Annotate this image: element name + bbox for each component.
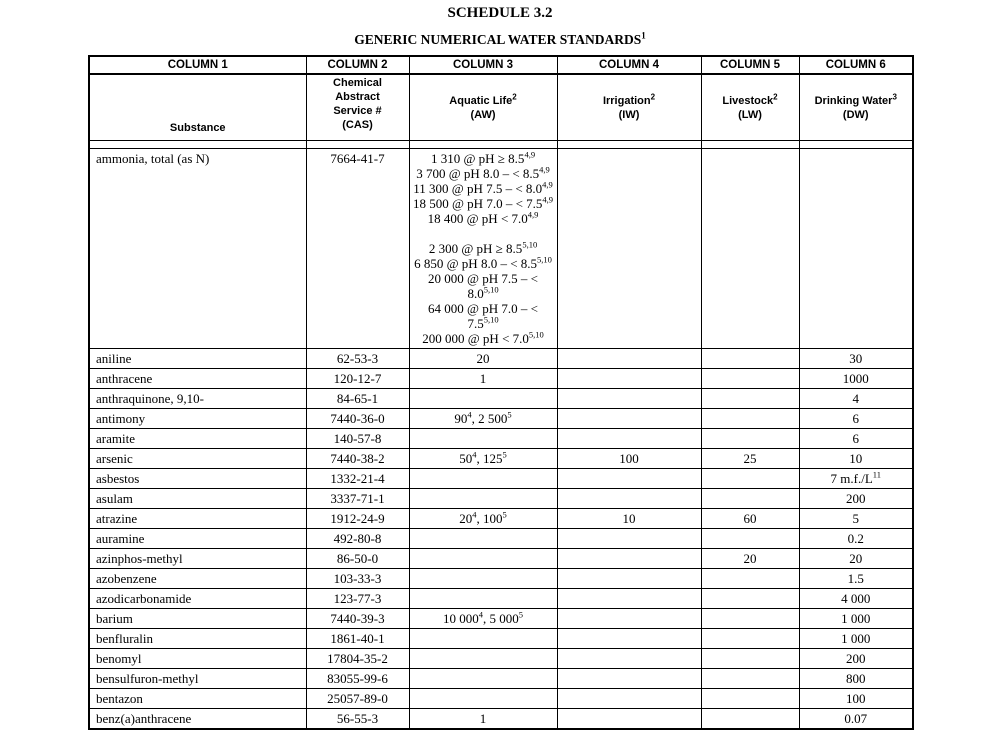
cell-aw	[409, 489, 557, 509]
cell-lw	[701, 669, 799, 689]
cell-cas: 7440-38-2	[306, 449, 409, 469]
cell-iw	[557, 689, 701, 709]
cell-substance: anthraquinone, 9,10-	[89, 389, 306, 409]
cell-lw: 60	[701, 509, 799, 529]
column-header-6: COLUMN 6	[799, 56, 913, 74]
cell-dw: 5	[799, 509, 913, 529]
substance-column-header: Substance	[89, 74, 306, 141]
standards-table	[88, 55, 914, 730]
cell-aw: 1 310 @ pH ≥ $8.5^{4,9}$ 3 700 @ pH 8.0 – < $8.5^{4,9}$ 11 300 @ pH 7.5 – < $8.0^{4,9}$ 18 500 @ pH 7.0 – < $7.5^{4,9}$ 18 400 @ pH < $7.0^{4,9}$ 2 300 @ pH ≥ $8.5^{5,10}$ 6 850 @ pH 8.0 – < $8.5^{5,10}$ 20 000 @ pH 7.5 – < $8.0^{5,10}$ 64 000 @ pH 7.0 – < $7.5^{5,10}$ 200 000 @ pH < $7.0^{5,10}$	[409, 149, 557, 349]
cell-dw: 200	[799, 649, 913, 669]
header-spacer-row	[89, 141, 913, 149]
cell-substance: bensulfuron-methyl	[89, 669, 306, 689]
table-row	[89, 529, 913, 549]
cell-aw: 10 $000^4$, 5 $000^5$	[409, 609, 557, 629]
cell-lw	[701, 389, 799, 409]
cell-dw: 800	[799, 669, 913, 689]
cell-substance: anthracene	[89, 369, 306, 389]
cell-iw	[557, 469, 701, 489]
table-row	[89, 149, 913, 349]
cell-dw: 0.2	[799, 529, 913, 549]
cell-cas: 1912-24-9	[306, 509, 409, 529]
cell-iw	[557, 349, 701, 369]
spacer-cell	[409, 141, 557, 149]
table-row	[89, 549, 913, 569]
spacer-cell	[89, 141, 306, 149]
table-row	[89, 669, 913, 689]
cell-iw	[557, 589, 701, 609]
cell-substance: asulam	[89, 489, 306, 509]
table-row	[89, 429, 913, 449]
cell-substance: asbestos	[89, 469, 306, 489]
cell-dw: 1 000	[799, 609, 913, 629]
table-header-row-names	[89, 74, 913, 141]
cell-iw	[557, 389, 701, 409]
cell-cas: 86-50-0	[306, 549, 409, 569]
cell-lw	[701, 609, 799, 629]
cell-iw	[557, 149, 701, 349]
cell-aw	[409, 569, 557, 589]
column-header-2: COLUMN 2	[306, 56, 409, 74]
cell-iw	[557, 429, 701, 449]
cell-dw: 1.5	[799, 569, 913, 589]
table-body	[89, 149, 913, 730]
cell-lw	[701, 649, 799, 669]
cell-iw: 10	[557, 509, 701, 529]
cell-iw	[557, 529, 701, 549]
cell-iw	[557, 709, 701, 730]
column-header-5: COLUMN 5	[701, 56, 799, 74]
cell-substance: auramine	[89, 529, 306, 549]
cell-cas: 140-57-8	[306, 429, 409, 449]
cell-lw	[701, 429, 799, 449]
table-row	[89, 709, 913, 730]
cell-lw	[701, 629, 799, 649]
cell-iw	[557, 489, 701, 509]
table-row	[89, 689, 913, 709]
table-row	[89, 609, 913, 629]
table-row	[89, 369, 913, 389]
cell-lw	[701, 589, 799, 609]
cell-substance: azodicarbonamide	[89, 589, 306, 609]
cell-dw: 100	[799, 689, 913, 709]
cell-dw: 30	[799, 349, 913, 369]
cell-dw: 4 000	[799, 589, 913, 609]
cell-substance: aramite	[89, 429, 306, 449]
cell-aw	[409, 529, 557, 549]
spacer-cell	[799, 141, 913, 149]
cell-aw	[409, 589, 557, 609]
cell-dw: 6	[799, 429, 913, 449]
cell-substance: aniline	[89, 349, 306, 369]
cell-iw	[557, 669, 701, 689]
cell-aw	[409, 389, 557, 409]
cell-cas: 7440-39-3	[306, 609, 409, 629]
cell-cas: 120-12-7	[306, 369, 409, 389]
cell-aw	[409, 429, 557, 449]
table-row	[89, 409, 913, 429]
spacer-cell	[306, 141, 409, 149]
column-header-4: COLUMN 4	[557, 56, 701, 74]
irrigation-column-header: Irrigation$^2$ (IW)	[557, 74, 701, 141]
table-row	[89, 629, 913, 649]
cell-iw	[557, 409, 701, 429]
page-title: SCHEDULE 3.2	[447, 5, 553, 21]
table-row	[89, 449, 913, 469]
cell-lw	[701, 689, 799, 709]
cell-substance: azinphos-methyl	[89, 549, 306, 569]
cell-substance: ammonia, total (as N)	[89, 149, 306, 349]
cell-iw	[557, 369, 701, 389]
cell-lw	[701, 529, 799, 549]
cell-aw: $90^4$, 2 $500^5$	[409, 409, 557, 429]
cell-aw	[409, 629, 557, 649]
cell-substance: bentazon	[89, 689, 306, 709]
cell-substance: benomyl	[89, 649, 306, 669]
cell-aw: 20	[409, 349, 557, 369]
cell-cas: 17804-35-2	[306, 649, 409, 669]
cell-aw	[409, 549, 557, 569]
cell-aw	[409, 469, 557, 489]
cell-aw	[409, 689, 557, 709]
cell-dw: 6	[799, 409, 913, 429]
cell-aw: 1	[409, 369, 557, 389]
cas-column-header: Chemical Abstract Service # (CAS)	[306, 74, 409, 141]
cell-substance: arsenic	[89, 449, 306, 469]
cell-lw	[701, 349, 799, 369]
cell-substance: benfluralin	[89, 629, 306, 649]
aquatic-life-column-header: Aquatic Life$^2$ (AW)	[409, 74, 557, 141]
cell-cas: 103-33-3	[306, 569, 409, 589]
cell-substance: atrazine	[89, 509, 306, 529]
document-page	[0, 5, 1000, 726]
table-row	[89, 469, 913, 489]
page-subtitle: GENERIC NUMERICAL WATER STANDARDS$^1$	[354, 30, 646, 47]
column-header-3: COLUMN 3	[409, 56, 557, 74]
cell-substance: antimony	[89, 409, 306, 429]
cell-cas: 83055-99-6	[306, 669, 409, 689]
spacer-cell	[701, 141, 799, 149]
cell-cas: 1861-40-1	[306, 629, 409, 649]
cell-cas: 62-53-3	[306, 349, 409, 369]
cell-cas: 7440-36-0	[306, 409, 409, 429]
table-row	[89, 509, 913, 529]
cell-aw: $20^4$, $100^5$	[409, 509, 557, 529]
cell-cas: 84-65-1	[306, 389, 409, 409]
cell-dw: 20	[799, 549, 913, 569]
cell-lw	[701, 569, 799, 589]
cell-dw: 4	[799, 389, 913, 409]
spacer-cell	[557, 141, 701, 149]
cell-substance: barium	[89, 609, 306, 629]
cell-dw: 1000	[799, 369, 913, 389]
table-row	[89, 649, 913, 669]
cell-aw	[409, 669, 557, 689]
cell-lw	[701, 489, 799, 509]
livestock-column-header: Livestock$^2$ (LW)	[701, 74, 799, 141]
cell-lw	[701, 709, 799, 730]
cell-aw: 1	[409, 709, 557, 730]
cell-lw	[701, 149, 799, 349]
cell-iw: 100	[557, 449, 701, 469]
cell-cas: 25057-89-0	[306, 689, 409, 709]
cell-cas: 7664-41-7	[306, 149, 409, 349]
cell-substance: benz(a)anthracene	[89, 709, 306, 730]
cell-dw: 0.07	[799, 709, 913, 730]
cell-dw: 200	[799, 489, 913, 509]
cell-iw	[557, 549, 701, 569]
cell-lw	[701, 469, 799, 489]
cell-aw	[409, 649, 557, 669]
cell-lw: 25	[701, 449, 799, 469]
cell-iw	[557, 649, 701, 669]
cell-substance: azobenzene	[89, 569, 306, 589]
table-row	[89, 589, 913, 609]
cell-cas: 492-80-8	[306, 529, 409, 549]
cell-dw: 10	[799, 449, 913, 469]
table-row	[89, 569, 913, 589]
table-row	[89, 349, 913, 369]
cell-dw: 1 000	[799, 629, 913, 649]
cell-cas: 56-55-3	[306, 709, 409, 730]
cell-aw: $50^4$, $125^5$	[409, 449, 557, 469]
cell-iw	[557, 629, 701, 649]
cell-lw	[701, 369, 799, 389]
cell-lw: 20	[701, 549, 799, 569]
cell-cas: 1332-21-4	[306, 469, 409, 489]
table-row	[89, 389, 913, 409]
cell-cas: 3337-71-1	[306, 489, 409, 509]
column-header-1: COLUMN 1	[89, 56, 306, 74]
cell-cas: 123-77-3	[306, 589, 409, 609]
cell-dw	[799, 149, 913, 349]
cell-dw: 7 $m.f./L^{11}$	[799, 469, 913, 489]
cell-lw	[701, 409, 799, 429]
cell-iw	[557, 609, 701, 629]
table-header-row-columns	[89, 56, 913, 74]
cell-iw	[557, 569, 701, 589]
table-row	[89, 489, 913, 509]
drinking-water-column-header: Drinking Water$^3$ (DW)	[799, 74, 913, 141]
